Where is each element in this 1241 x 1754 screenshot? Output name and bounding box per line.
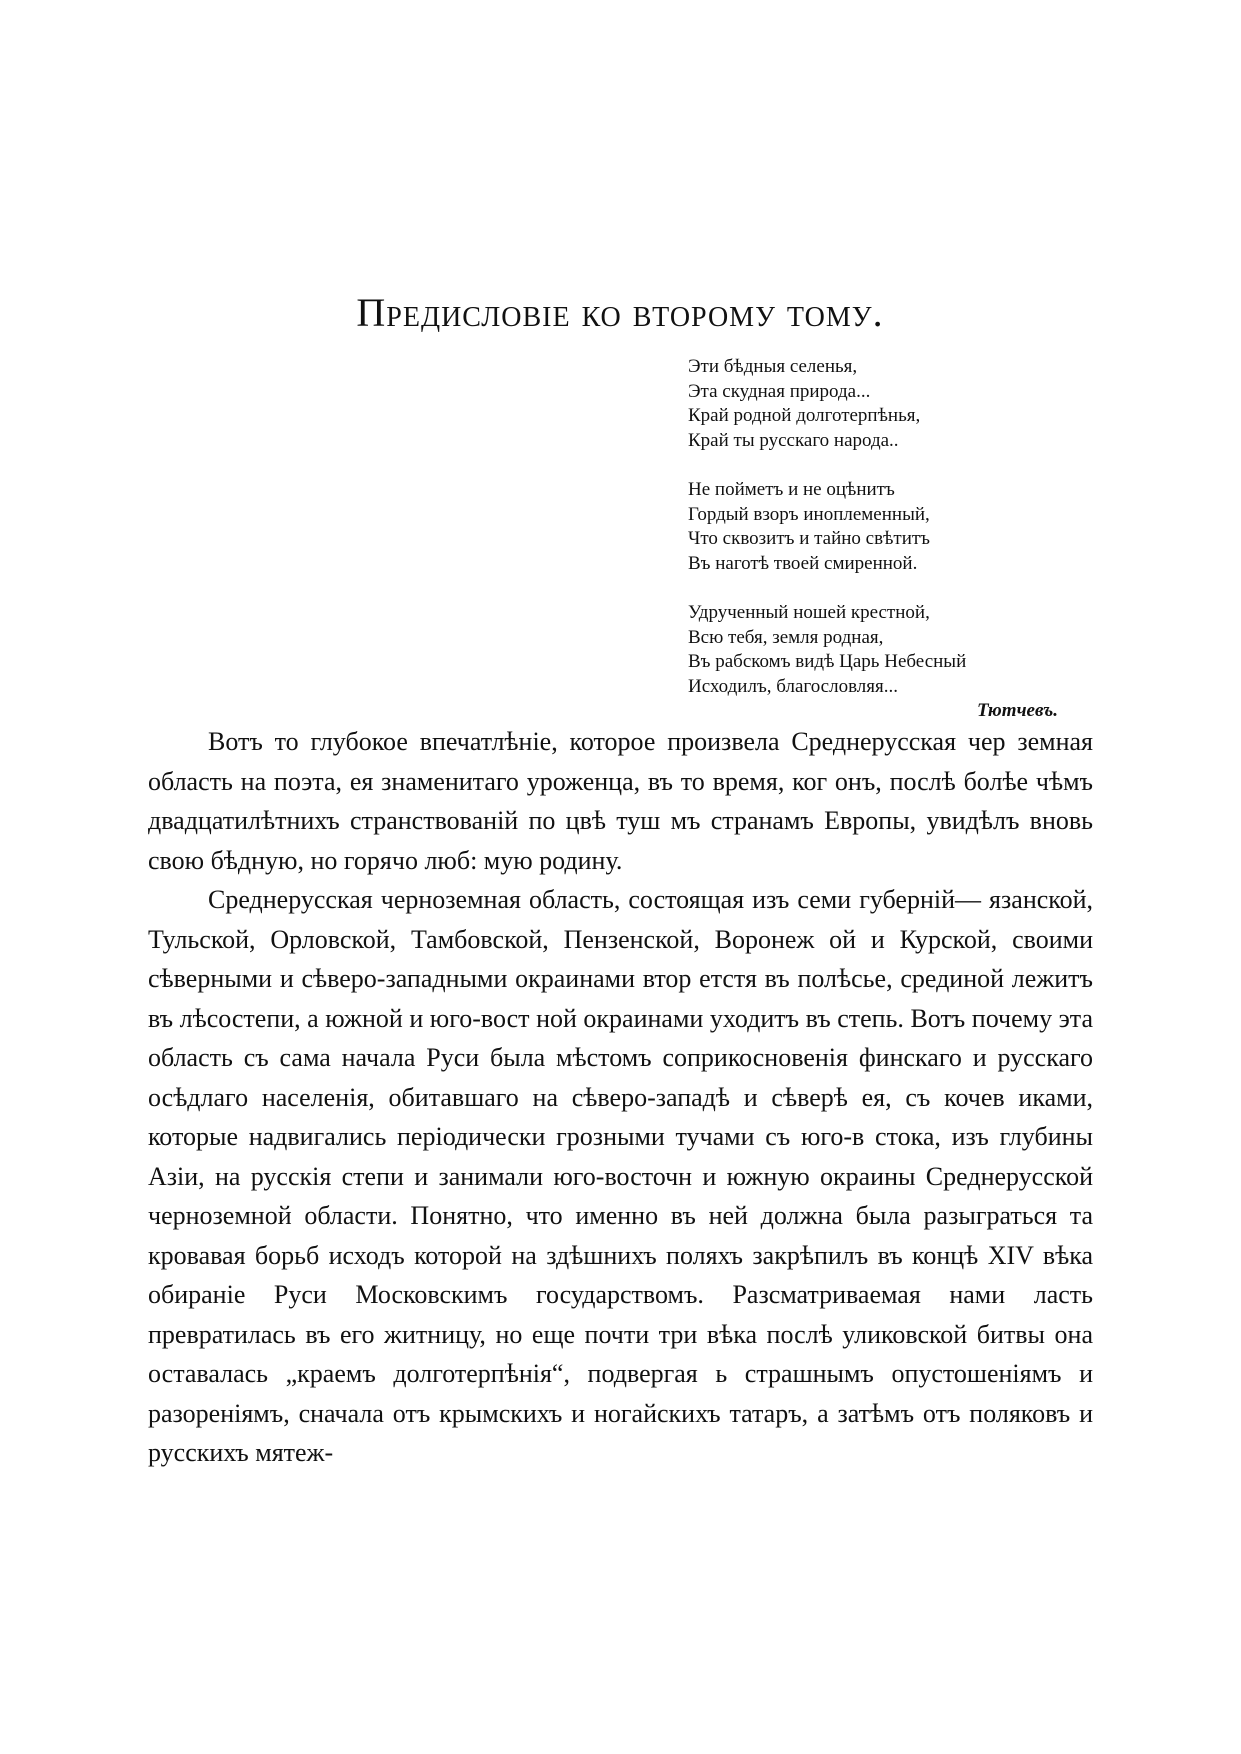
epigraph-line: Въ наготѣ твоей смиренной. (688, 552, 918, 574)
epigraph-author: Тютчевъ. (977, 700, 1058, 721)
epigraph (688, 355, 1098, 724)
epigraph-line: Гордый взоръ иноплеменный, (688, 503, 930, 525)
paragraph: Вотъ то глубокое впечатлѣніе, которое произвела Среднерусская чер земная область на поэта, ея знаменитаго уроженца, въ то время, ког онъ, послѣ болѣе чѣмъ двадцатилѣтнихъ странствованій по цвѣ туш мъ странамъ Европы, увидѣлъ вновь свою бѣдную, но горячо люб: мую родину. (148, 727, 1093, 875)
epigraph-stanza (688, 601, 1098, 699)
paragraph: Среднерусская черноземная область, состоящая изъ семи губерній— язанской, Тульской, Орловской, Тамбовской, Пензенской, Воронеж ой и Курской, своими сѣверными и сѣверо-западными окраинами втор етстя въ полѣсье, срединой лежитъ въ лѣсостепи, а южной и юго-вост ной окраинами уходитъ въ степь. Вотъ почему эта область съ сама начала Руси была мѣстомъ соприкосновенія финскаго и русскаго осѣдлаго населенія, обитавшаго на сѣверо-западѣ и сѣверѣ ея, съ кочев иками, которые надвигались періодически грозными тучами съ юго-в стока, изъ глубины Азіи, на русскія степи и занимали юго-восточн и южную окраины Среднерусской черноземной области. Понятно, что именно въ ней должна была разыграться та кровавая борьб исходъ которой на здѣшнихъ поляхъ закрѣпилъ въ концѣ XIV вѣка обираніе Руси Московскимъ государствомъ. Разсматриваемая нами ласть превратилась въ его житницу, но еще почти три вѣка послѣ уликовской битвы она оставалась „краемъ долготерпѣнія“, подвергая ь страшнымъ опустошеніямъ и разореніямъ, сначала отъ крымскихъ и ногайскихъ татаръ, а затѣмъ отъ поляковъ и русскихъ мятеж- (148, 885, 1093, 1467)
body-text (148, 722, 1093, 1473)
epigraph-line: Удрученный ношей крестной, (688, 602, 930, 623)
page-title: Предисловіе ко второму тому. (356, 289, 884, 335)
epigraph-stanza (688, 478, 1098, 576)
epigraph-line: Исходилъ, благословляя... (688, 675, 899, 697)
epigraph-line: Край ты русскаго народа.. (688, 429, 899, 451)
epigraph-line: Не пойметъ и не оцѣнитъ (688, 479, 895, 500)
epigraph-line: Край родной долготерпѣнья, (688, 405, 921, 426)
epigraph-line: Въ рабскомъ видѣ Царь Небесный (688, 651, 967, 672)
epigraph-line: Эти бѣдныя селенья, (688, 356, 858, 377)
epigraph-line: Что сквозитъ и тайно свѣтитъ (688, 528, 930, 549)
epigraph-stanza (688, 355, 1098, 453)
epigraph-line: Эта скудная природа... (688, 380, 871, 402)
epigraph-line: Всю тебя, земля родная, (688, 626, 884, 648)
